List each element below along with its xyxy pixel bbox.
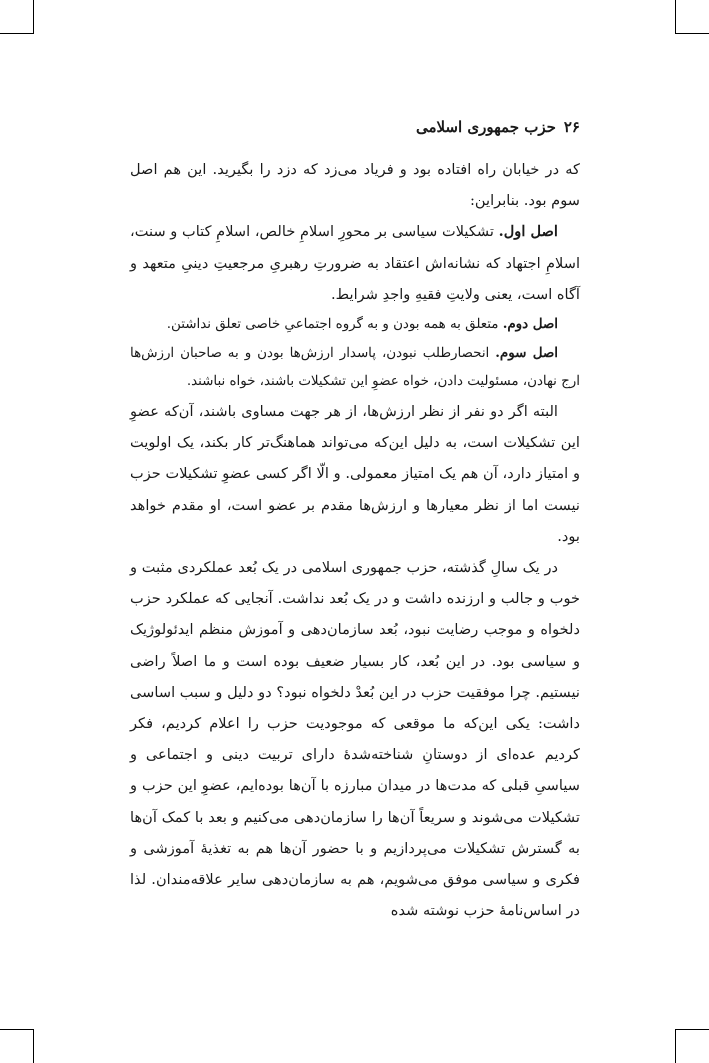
paragraph-5: البته اگر دو نفر از نظر ارزش‌ها، از هر جهت مساوی باشند، آن‌که عضوِ این تشکیلات است، به دلیل این‌که می‌تواند هماهنگ‌تر کار بکند، یک اولویت و امتیاز دارد، آن هم یک امتیاز معمولی. و الّا اگر کسی عضوِ تشکیلات حزب نیست اما از نظر معیارها و ارزش‌ها مقدم بر عضو است، او مقدم خواهد بود. [130,403,580,545]
crop-mark-bottom-left-h [0,1029,34,1030]
principle-2-label: اصل دوم. [502,316,558,333]
principle-2-text: متعلق به همه بودن و به گروه اجتماعیِ خاصی تعلق نداشتن. [166,317,499,333]
principle-3 [130,339,580,396]
crop-mark-top-left-h [0,33,34,34]
crop-mark-bottom-right-h [675,1029,709,1030]
crop-mark-top-right-h [675,33,709,34]
principle-1 [130,216,580,310]
crop-mark-bottom-left-v [33,1029,34,1063]
paragraph-1: که در خیابان راه افتاده بود و فریاد می‌زد که دزد را بگیرید. این هم اصل سوم بود. بنابراین: [130,161,580,210]
page-number: ۲۶ [563,118,580,136]
running-header [130,118,580,136]
principle-1-text: تشکیلات سیاسی بر محورِ اسلامِ خالص، اسلامِ کتاب و سنت، اسلامِ اجتهاد که نشانه‌اش اعتقاد به ضرورتِ رهبریِ مرجعیتِ دینیِ متعهد و آگاه است، یعنی ولایتِ فقیهِ واجدِ شرایط. [130,223,580,303]
crop-mark-top-left-v [33,0,34,34]
principle-2 [130,310,580,339]
principle-3-label: اصل سوم. [495,345,558,362]
crop-mark-bottom-right-v [675,1029,676,1063]
running-title: حزب جمهوری اسلامی [415,118,556,136]
book-page [130,118,580,926]
paragraph-6: در یک سالِ گذشته، حزب جمهوری اسلامی در یک بُعد عملکردی مثبت و خوب و جالب و ارزنده داشت و در یک بُعد نداشت. آنجایی که عملکرد حزب دلخواه و موجب رضایت نبود، بُعد سازمان‌دهی و آموزش منظم ایدئولوژیک و سیاسی بود. در این بُعد، کار بسیار ضعیف بوده است و ما اصلاً راضی نیستیم. چرا موفقیت حزب در این بُعدْ دلخواه نبود؟ دو دلیل و سبب اساسی داشت: یکی این‌که ما موقعی که موجودیت حزب را اعلام کردیم، فکر کردیم عده‌ای از دوستانِ شناخته‌شدهٔ دارای تربیت دینی و اجتماعی و سیاسیِ قبلی که مدت‌ها در میدان مبارزه با آن‌ها بوده‌ایم، عضوِ این حزب و تشکیلات می‌شوند و سریعاً آن‌ها را سازمان‌دهی می‌کنیم و بعد با کمک آن‌ها به گسترش تشکیلات می‌پردازیم و با حضور آن‌ها هم به تغذیهٔ آموزشی و فکری و سیاسی موفق می‌شویم، هم به سازمان‌دهی سایر علاقه‌مندان. لذا در اساس‌نامهٔ حزب نوشته شده [130,559,580,920]
principle-1-label: اصل اول. [498,223,558,241]
principle-3-text: انحصارطلب نبودن، پاسدار ارزش‌ها بودن و به صاحبان ارزش‌ها ارج نهادن، مسئولیت دادن، خواه عضوِ این تشکیلات باشند، خواه نباشند. [130,346,580,390]
crop-mark-top-right-v [675,0,676,34]
